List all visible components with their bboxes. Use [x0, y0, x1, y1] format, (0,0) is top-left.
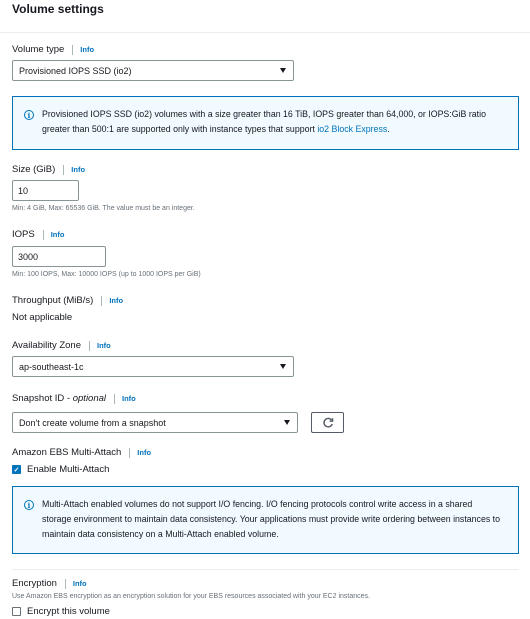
label-separator — [101, 296, 102, 306]
io2-block-express-link[interactable]: io2 Block Express — [317, 124, 388, 134]
volume-type-label-row — [12, 44, 94, 55]
iops-hint: Min: 100 IOPS, Max: 10000 IOPS (up to 1000 IOPS per GiB) — [12, 271, 201, 278]
availability-zone-select[interactable] — [12, 356, 294, 377]
throughput-label: Throughput (MiB/s) — [12, 295, 94, 306]
label-separator — [65, 579, 66, 589]
availability-zone-label: Availability Zone — [12, 340, 82, 351]
size-input[interactable] — [12, 180, 79, 201]
size-info-link[interactable]: Info — [71, 165, 86, 174]
caret-down-icon — [284, 420, 290, 425]
iops-info-link[interactable]: Info — [50, 230, 65, 239]
io2-alert-suffix: . — [387, 124, 390, 134]
snapshot-info-link[interactable]: Info — [122, 394, 136, 403]
encrypt-volume-checkbox[interactable] — [12, 607, 21, 616]
label-separator — [114, 394, 115, 404]
label-separator — [89, 341, 90, 351]
size-label-row — [12, 164, 85, 175]
enable-multi-attach-label: Enable Multi-Attach — [27, 464, 110, 475]
throughput-value: Not applicable — [12, 312, 73, 323]
io2-info-alert — [12, 96, 519, 150]
snapshot-label-text: Snapshot ID - — [12, 393, 73, 404]
iops-value: 3000 — [18, 251, 39, 262]
encryption-info-link[interactable]: Info — [72, 579, 87, 588]
throughput-info-link[interactable]: Info — [109, 296, 124, 305]
snapshot-label-optional: optional — [72, 393, 107, 404]
caret-down-icon — [280, 68, 286, 73]
encrypt-volume-checkbox-row[interactable] — [12, 606, 110, 617]
label-separator — [63, 165, 64, 175]
encryption-label: Encryption — [12, 578, 57, 589]
encrypt-volume-label: Encrypt this volume — [27, 606, 110, 617]
volume-type-value: Provisioned IOPS SSD (io2) — [19, 65, 132, 76]
section-divider — [12, 569, 519, 570]
snapshot-select[interactable] — [12, 412, 298, 433]
availability-zone-info-link[interactable]: Info — [97, 341, 111, 350]
enable-multi-attach-checkbox[interactable]: ✓ — [13, 466, 20, 474]
iops-label-row — [12, 229, 64, 240]
encryption-label-row — [12, 578, 87, 589]
multi-attach-info-alert — [12, 486, 519, 554]
volume-type-label: Volume type — [12, 44, 65, 55]
encryption-description: Use Amazon EBS encryption as an encryption solution for your EBS resources associated with your EC2 instances. — [12, 593, 370, 600]
snapshot-label-row — [12, 393, 136, 404]
iops-input[interactable] — [12, 246, 106, 267]
size-value: 10 — [18, 185, 29, 196]
volume-type-select[interactable] — [12, 60, 294, 81]
availability-zone-value: ap-southeast-1c — [19, 361, 84, 372]
label-separator — [129, 448, 130, 458]
label-separator — [72, 45, 73, 55]
section-title: Volume settings — [12, 2, 104, 16]
multi-attach-info-link[interactable]: Info — [137, 448, 152, 457]
size-label: Size (GiB) — [12, 164, 56, 175]
throughput-label-row — [12, 295, 123, 306]
label-separator — [43, 230, 44, 240]
refresh-icon — [322, 417, 334, 429]
multi-attach-label: Amazon EBS Multi-Attach — [12, 447, 122, 458]
availability-zone-label-row — [12, 340, 111, 351]
size-hint: Min: 4 GiB, Max: 65536 GiB. The value must be an integer. — [12, 205, 195, 212]
info-circle-icon: i — [24, 500, 34, 510]
io2-alert-body: Provisioned IOPS SSD (io2) volumes with a size greater than 16 TiB, IOPS greater than 64,000, or IOPS:GiB ratio greater than 500:1 are supported only with instance types that support — [42, 109, 486, 134]
volume-type-info-link[interactable]: Info — [80, 45, 95, 54]
io2-alert-text — [42, 107, 504, 137]
iops-label: IOPS — [12, 229, 35, 240]
info-circle-icon: i — [24, 110, 34, 120]
caret-down-icon — [280, 364, 286, 369]
snapshot-label — [12, 393, 106, 404]
snapshot-refresh-button[interactable] — [311, 412, 344, 433]
section-header — [0, 0, 530, 33]
multi-attach-alert-text: Multi-Attach enabled volumes do not support I/O fencing. I/O fencing protocols control write access in a shared storage environment to maintain data consistency. Your applications must provide write ordering between instances to maintain data consistency on a Multi-Attach enabled volume. — [42, 499, 501, 539]
snapshot-value: Don't create volume from a snapshot — [19, 417, 166, 428]
enable-multi-attach-checkbox-row[interactable] — [12, 464, 109, 475]
multi-attach-label-row — [12, 447, 151, 458]
